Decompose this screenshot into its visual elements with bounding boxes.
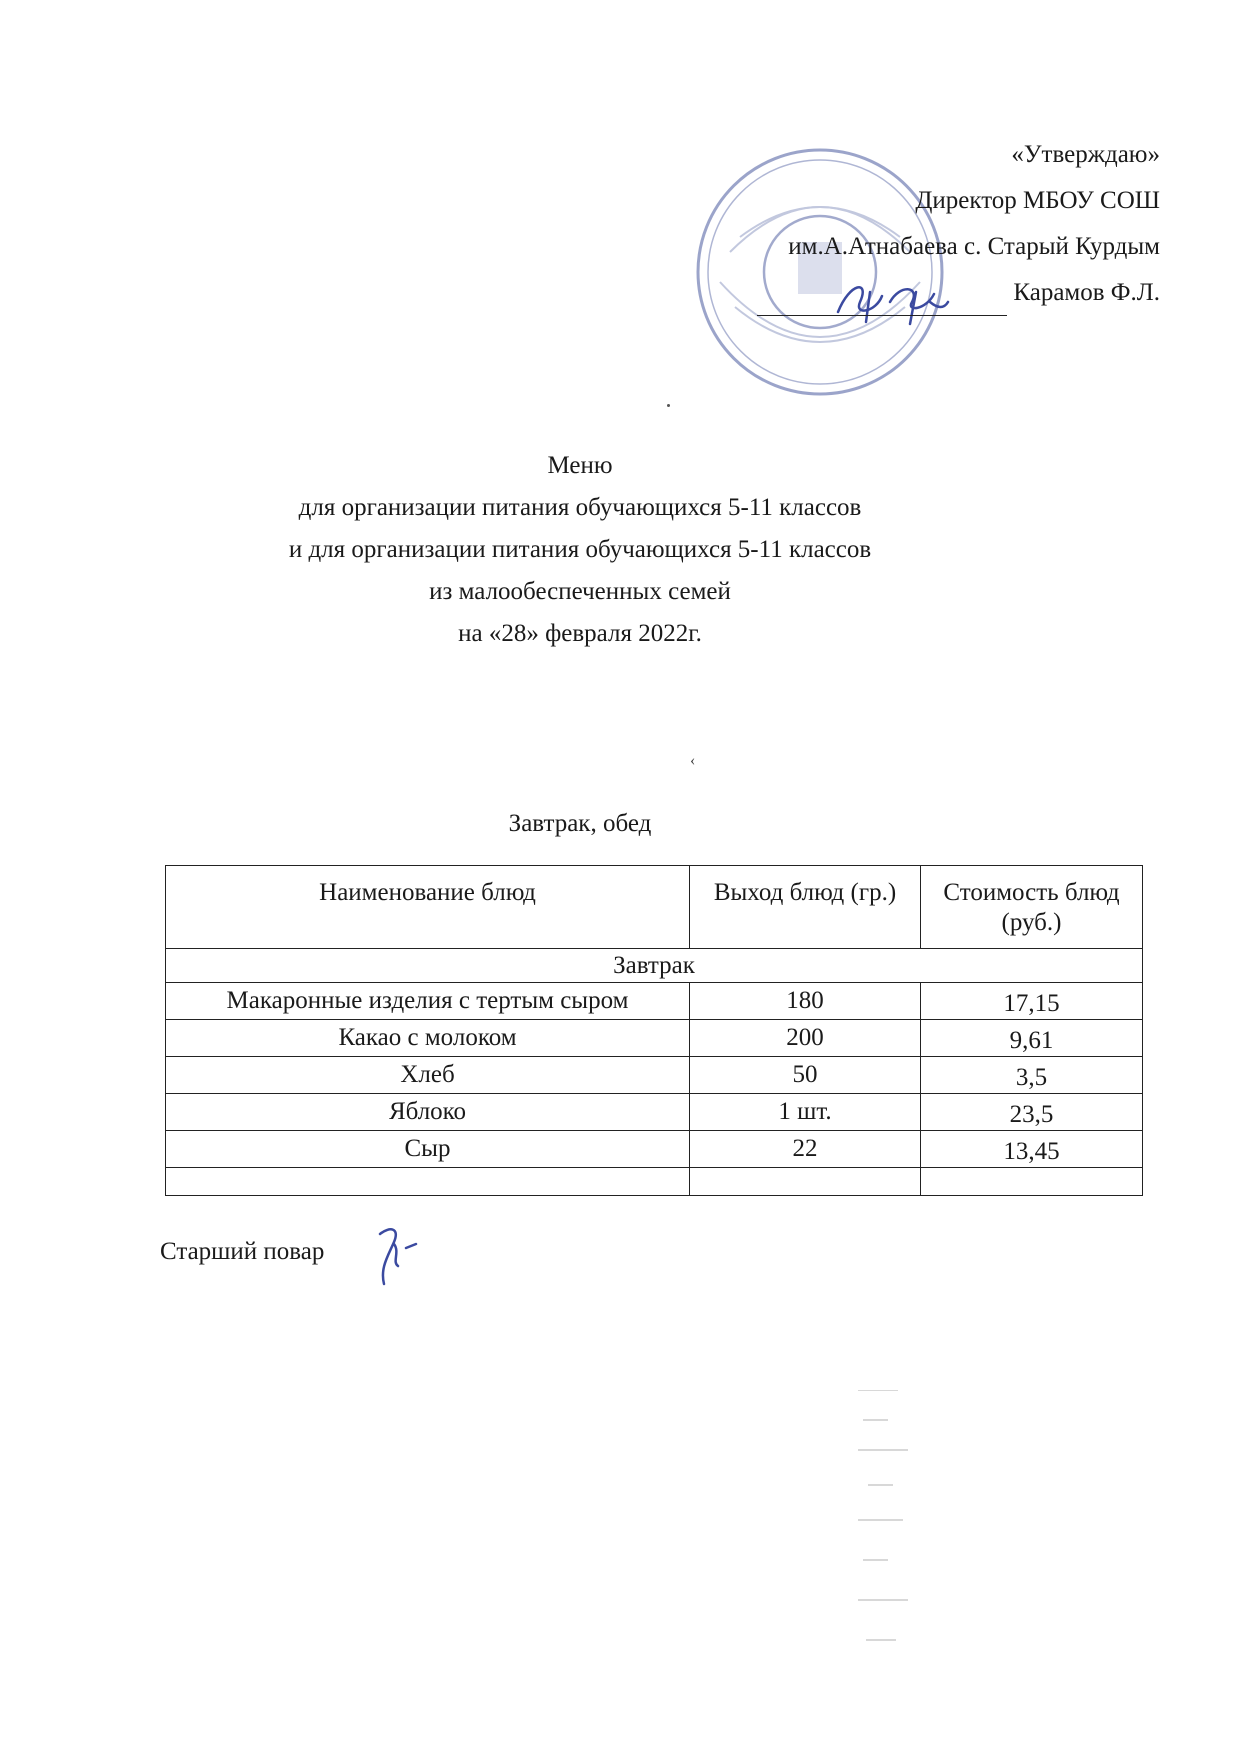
approve-label: «Утверждаю»: [1011, 141, 1160, 168]
school-name: им.А.Атнабаева с. Старый Курдым: [788, 233, 1160, 260]
dish-yield: 180: [690, 983, 921, 1020]
dish-cost: 3,5: [921, 1057, 1143, 1094]
dish-name: Хлеб: [166, 1057, 690, 1094]
menu-table: [165, 865, 1143, 1196]
table-row: [166, 1131, 1143, 1168]
empty-row: [166, 1168, 1143, 1196]
menu-subtitle-2: и для организации питания обучающихся 5-11 классов: [288, 536, 872, 563]
dish-name: Яблоко: [166, 1094, 690, 1131]
table-row: [166, 983, 1143, 1020]
dish-yield: 22: [690, 1131, 921, 1168]
dish-cost: 17,15: [921, 983, 1143, 1020]
dish-name: Какао с молоком: [166, 1020, 690, 1057]
scan-artifacts: [858, 1390, 918, 1650]
menu-subtitle-3: из малообеспеченных семей: [429, 578, 731, 605]
header-cost: Стоимость блюд (руб.): [921, 866, 1143, 949]
table-row: [166, 1094, 1143, 1131]
menu-title: Меню: [547, 452, 613, 479]
table-header-row: [166, 866, 1143, 949]
cook-label: Старший повар: [160, 1238, 325, 1265]
section-label: Завтрак, обед: [508, 810, 652, 837]
dish-yield: 50: [690, 1057, 921, 1094]
menu-date: на «28» февраля 2022г.: [458, 620, 702, 647]
signer-name: Карамов Ф.Л.: [1013, 279, 1160, 306]
dish-name: Макаронные изделия с тертым сыром: [166, 983, 690, 1020]
dish-cost: 13,45: [921, 1131, 1143, 1168]
dish-yield: 1 шт.: [690, 1094, 921, 1131]
scan-mark: ‹: [690, 752, 696, 769]
menu-title-block: [200, 445, 960, 655]
signature-underline: [757, 289, 1007, 316]
scan-dot: [667, 404, 670, 407]
group-label: Завтрак: [166, 949, 1143, 983]
approval-block: [600, 132, 1160, 316]
empty-cell: [690, 1168, 921, 1196]
director-position: Директор МБОУ СОШ: [915, 187, 1160, 214]
empty-cell: [166, 1168, 690, 1196]
group-row: [166, 949, 1143, 983]
header-dish-name: Наименование блюд: [166, 866, 690, 949]
menu-subtitle-1: для организации питания обучающихся 5-11 классов: [298, 494, 862, 521]
dish-yield: 200: [690, 1020, 921, 1057]
dish-cost: 23,5: [921, 1094, 1143, 1131]
table-row: [166, 1057, 1143, 1094]
table-row: [166, 1020, 1143, 1057]
header-yield: Выход блюд (гр.): [690, 866, 921, 949]
signature-line: [600, 270, 1160, 316]
empty-cell: [921, 1168, 1143, 1196]
dish-name: Сыр: [166, 1131, 690, 1168]
dish-cost: 9,61: [921, 1020, 1143, 1057]
cook-signature: [370, 1222, 430, 1292]
